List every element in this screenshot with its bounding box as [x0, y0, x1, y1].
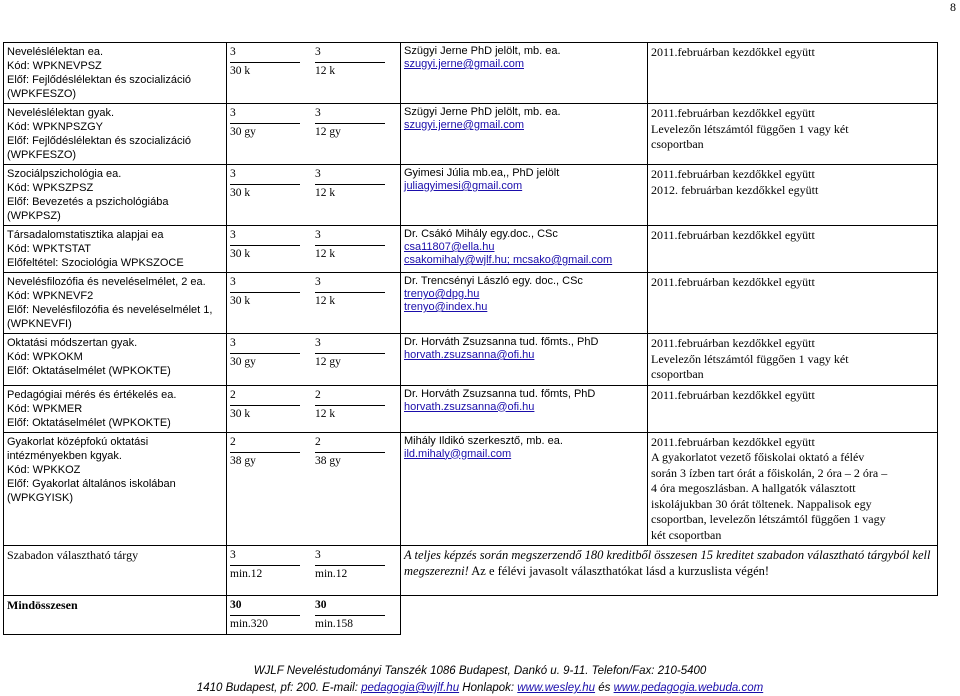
credit-fulltime: 3 [230, 107, 236, 119]
teacher-email-link[interactable]: trenyo@dpg.hu [404, 288, 480, 300]
teacher-name: Dr. Horváth Zsuzsanna tud. főmts, PhD [404, 387, 596, 400]
credit-parttime: 3 [315, 46, 321, 58]
hours-parttime: 12 k [315, 184, 385, 201]
elective-hint: Az e félévi javasolt választhatókat lásd a kurzuslista végén! [468, 563, 770, 578]
teacher-email-link[interactable]: trenyo@index.hu [404, 301, 488, 313]
teacher-cell [401, 226, 648, 273]
course-detail: Kód: WPKSZPSZ [7, 182, 94, 194]
total-min-fulltime: min.320 [230, 615, 300, 632]
teacher-name: Mihály Ildikó szerkesztő, mb. ea. [404, 434, 563, 447]
schedule-note: 2012. februárban kezdőkkel együtt [651, 182, 819, 197]
elective-note [401, 546, 938, 596]
course-cell [4, 432, 227, 546]
course-title: Pedagógiai mérés és értékelés ea. [7, 388, 177, 401]
teacher-cell [401, 104, 648, 165]
course-detail: Előf: Fejlődéslélektan és szocializáció [7, 74, 192, 86]
schedule-note: Levelezőn létszámtól függően 1 vagy két [651, 351, 849, 366]
hours-parttime: 12 k [315, 62, 385, 79]
credit-fulltime: 3 [230, 229, 236, 241]
schedule-note: 2011.februárban kezdőkkel együtt [651, 106, 815, 120]
credit-fulltime: 3 [230, 276, 236, 288]
teacher-name: Dr. Horváth Zsuzsanna tud. főmts., PhD [404, 336, 599, 348]
teacher-email-link[interactable]: ild.mihaly@gmail.com [404, 447, 512, 460]
hours-parttime: 12 k [315, 292, 385, 309]
schedule-note: csoportban, levelezőn létszámtól függően 1 vagy [651, 512, 886, 526]
teacher-cell [401, 165, 648, 226]
elective-credit-parttime: 3 [315, 549, 321, 561]
teacher-cell [401, 432, 648, 546]
credits-grid [230, 548, 397, 582]
teacher-name: Szügyi Jerne PhD jelölt, mb. ea. [404, 106, 561, 118]
course-cell [4, 273, 227, 334]
elective-row [4, 546, 938, 596]
course-title: Oktatási módszertan gyak. [7, 337, 138, 349]
note-cell [648, 226, 938, 273]
elective-label: Szabadon választható tárgy [4, 546, 227, 596]
course-detail: (WPKNEVFI) [7, 318, 72, 330]
hours-fulltime: 30 k [230, 62, 300, 79]
elective-min-fulltime: min.12 [230, 565, 300, 582]
note-cell [648, 165, 938, 226]
note-cell [648, 104, 938, 165]
course-cell [4, 385, 227, 432]
schedule-note: csoportban [651, 137, 704, 151]
footer-sites-label: Honlapok: [459, 682, 518, 694]
course-cell [4, 334, 227, 386]
course-detail: (WPKPSZ) [7, 210, 61, 222]
schedule-note: 2011.februárban kezdőkkel együtt [651, 45, 815, 59]
total-credit-fulltime: 30 [230, 599, 242, 611]
teacher-email-link[interactable]: szugyi.jerne@gmail.com [404, 119, 524, 131]
schedule-note: 2011.februárban kezdőkkel együtt [651, 336, 815, 350]
hours-parttime: 12 gy [315, 123, 385, 140]
teacher-email-link[interactable]: szugyi.jerne@gmail.com [404, 58, 524, 70]
course-detail: Kód: WPKNPSZGY [7, 121, 103, 133]
course-title: Neveléslélektan ea. [7, 46, 104, 58]
credit-fulltime: 3 [230, 46, 236, 58]
teacher-name: Gyimesi Júlia mb.ea,, PhD jelölt [404, 167, 560, 179]
hours-fulltime: 30 k [230, 405, 300, 422]
schedule-note: csoportban [651, 367, 704, 381]
course-row [4, 165, 938, 226]
total-row [4, 596, 938, 635]
credits-cell [227, 432, 401, 546]
footer-site-wesley[interactable]: www.wesley.hu [517, 682, 596, 694]
teacher-email-link[interactable]: horvath.zsuzsanna@ofi.hu [404, 349, 535, 361]
credit-parttime: 3 [315, 337, 321, 349]
teacher-cell [401, 43, 648, 104]
course-detail: intézményekben kgyak. [7, 449, 122, 462]
course-detail: Előfeltétel: Szociológia WPKSZOCE [7, 257, 184, 269]
total-credit-parttime: 30 [315, 599, 327, 611]
course-table [3, 42, 938, 635]
course-title: Nevelésfilozófia és neveléselmélet, 2 ea. [7, 276, 206, 288]
credit-fulltime: 3 [230, 337, 236, 349]
credit-parttime: 3 [315, 107, 321, 119]
schedule-note: során 3 ízben tart órát a főiskolán, 2 óra – 2 óra – [651, 465, 888, 480]
course-title: Szociálpszichológia ea. [7, 168, 122, 180]
credits-cell [227, 104, 401, 165]
footer-site-pedagogia[interactable]: www.pedagogia.webuda.com [613, 682, 764, 694]
total-min-parttime: min.158 [315, 615, 385, 632]
course-detail: Előf: Nevelésfilozófia és neveléselmélet 1, [7, 304, 213, 316]
course-detail: Kód: WPKOKM [7, 351, 83, 363]
elective-credit-fulltime: 3 [230, 549, 236, 561]
footer-prefix: 1410 Budapest, pf: 200. E-mail: [196, 682, 362, 694]
course-detail: (WPKFESZO) [7, 88, 77, 100]
credit-fulltime: 2 [230, 388, 236, 401]
teacher-email-link[interactable]: juliagyimesi@gmail.com [404, 180, 523, 192]
teacher-cell [401, 385, 648, 432]
course-row [4, 273, 938, 334]
note-cell [648, 43, 938, 104]
course-detail: Kód: WPKMER [7, 402, 83, 415]
credits-grid [230, 106, 397, 140]
credits-cell [227, 43, 401, 104]
teacher-name: Dr. Trencsényi László egy. doc., CSc [404, 275, 583, 287]
credit-parttime: 3 [315, 276, 321, 288]
credits-cell [227, 334, 401, 386]
credits-grid [230, 275, 397, 309]
course-detail: Előf: Oktatáselmélet (WPKOKTE) [7, 416, 171, 429]
course-cell [4, 226, 227, 273]
course-cell [4, 165, 227, 226]
teacher-email-link[interactable]: csa11807@ella.hu [404, 241, 495, 253]
course-detail: Előf: Bevezetés a pszichológiába [7, 196, 169, 208]
course-row [4, 432, 938, 546]
credits-cell [227, 273, 401, 334]
page-number: 8 [950, 0, 956, 14]
schedule-note: Levelezőn létszámtól függően 1 vagy két [651, 121, 849, 136]
footer-email-link[interactable]: pedagogia@wjlf.hu [361, 682, 460, 694]
course-detail: Kód: WPKNEVPSZ [7, 60, 102, 72]
course-title: Neveléslélektan gyak. [7, 107, 115, 119]
schedule-note: iskolájukban 30 órát töltenek. Nappalisok egy [651, 496, 872, 511]
credit-parttime: 2 [315, 435, 321, 448]
schedule-note: 2011.februárban kezdőkkel együtt [651, 387, 815, 402]
credits-grid [230, 228, 397, 262]
footer-and: és [595, 682, 614, 694]
schedule-note: 2011.februárban kezdőkkel együtt [651, 228, 815, 242]
course-cell [4, 43, 227, 104]
course-detail: Előf: Gyakorlat általános iskolában [7, 477, 176, 490]
credits-cell [227, 165, 401, 226]
schedule-note: 2011.februárban kezdőkkel együtt [651, 434, 815, 449]
course-title: Társadalomstatisztika alapjai ea [7, 229, 164, 241]
credits-grid [230, 336, 397, 370]
course-row [4, 43, 938, 104]
hours-parttime: 12 k [315, 405, 385, 422]
note-cell [648, 385, 938, 432]
hours-parttime: 12 k [315, 245, 385, 262]
teacher-name: Szügyi Jerne PhD jelölt, mb. ea. [404, 45, 561, 57]
course-row [4, 226, 938, 273]
credit-parttime: 3 [315, 229, 321, 241]
credit-parttime: 3 [315, 168, 321, 180]
course-detail: Előf: Oktatáselmélet (WPKOKTE) [7, 365, 171, 377]
schedule-note: 4 óra megoszlásban. A hallgatók választott [651, 481, 856, 495]
schedule-note: 2011.februárban kezdőkkel együtt [651, 275, 815, 289]
course-row [4, 334, 938, 386]
credit-fulltime: 2 [230, 435, 236, 448]
hours-fulltime: 30 k [230, 245, 300, 262]
note-cell [648, 432, 938, 546]
hours-fulltime: 30 gy [230, 353, 300, 370]
teacher-name: Dr. Csákó Mihály egy.doc., CSc [404, 228, 558, 240]
course-row [4, 104, 938, 165]
course-detail: Kód: WPKTSTAT [7, 243, 91, 255]
credits-grid [230, 598, 397, 632]
total-label: Mindösszesen [4, 596, 227, 635]
credits-grid [230, 45, 397, 79]
credits-grid [230, 167, 397, 201]
teacher-cell [401, 334, 648, 386]
course-detail: Előf: Fejlődéslélektan és szocializáció [7, 135, 192, 147]
elective-requirement: A teljes képzés során megszerzendő 180 kreditből összesen 15 kreditet szabadon választható tárgyból kell megszerezni! [404, 548, 931, 578]
footer-address: WJLF Neveléstudományi Tanszék 1086 Budapest, Dankó u. 9-11. Telefon/Fax: 210-5400 [253, 665, 707, 677]
note-cell [648, 273, 938, 334]
schedule-note: két csoportban [651, 527, 722, 542]
credit-parttime: 2 [315, 388, 321, 401]
elective-min-parttime: min.12 [315, 565, 385, 582]
hours-fulltime: 38 gy [230, 452, 300, 469]
credits-cell [227, 385, 401, 432]
teacher-cell [401, 273, 648, 334]
total-empty [401, 596, 938, 635]
note-cell [648, 334, 938, 386]
credits-cell [227, 226, 401, 273]
course-detail: (WPKFESZO) [7, 149, 77, 161]
hours-fulltime: 30 k [230, 292, 300, 309]
credits-grid [230, 388, 397, 422]
credits-grid [230, 435, 397, 469]
course-detail: Kód: WPKNEVF2 [7, 290, 94, 302]
credit-fulltime: 3 [230, 168, 236, 180]
elective-credits-cell [227, 546, 401, 596]
course-cell [4, 104, 227, 165]
hours-fulltime: 30 gy [230, 123, 300, 140]
hours-parttime: 38 gy [315, 452, 385, 469]
course-row [4, 385, 938, 432]
hours-parttime: 12 gy [315, 353, 385, 370]
teacher-email-link[interactable]: horvath.zsuzsanna@ofi.hu [404, 400, 535, 413]
total-credits-cell [227, 596, 401, 635]
schedule-note: A gyakorlatot vezető főiskolai oktató a félév [651, 450, 865, 464]
schedule-note: 2011.februárban kezdőkkel együtt [651, 167, 815, 181]
hours-fulltime: 30 k [230, 184, 300, 201]
course-detail: Kód: WPKKOZ [7, 463, 81, 476]
course-detail: (WPKGYISK) [7, 491, 74, 504]
course-title: Gyakorlat középfokú oktatási [7, 435, 149, 448]
footer-contacts [0, 681, 960, 696]
teacher-email-link[interactable]: csakomihaly@wjlf.hu; mcsako@gmail.com [404, 254, 613, 266]
